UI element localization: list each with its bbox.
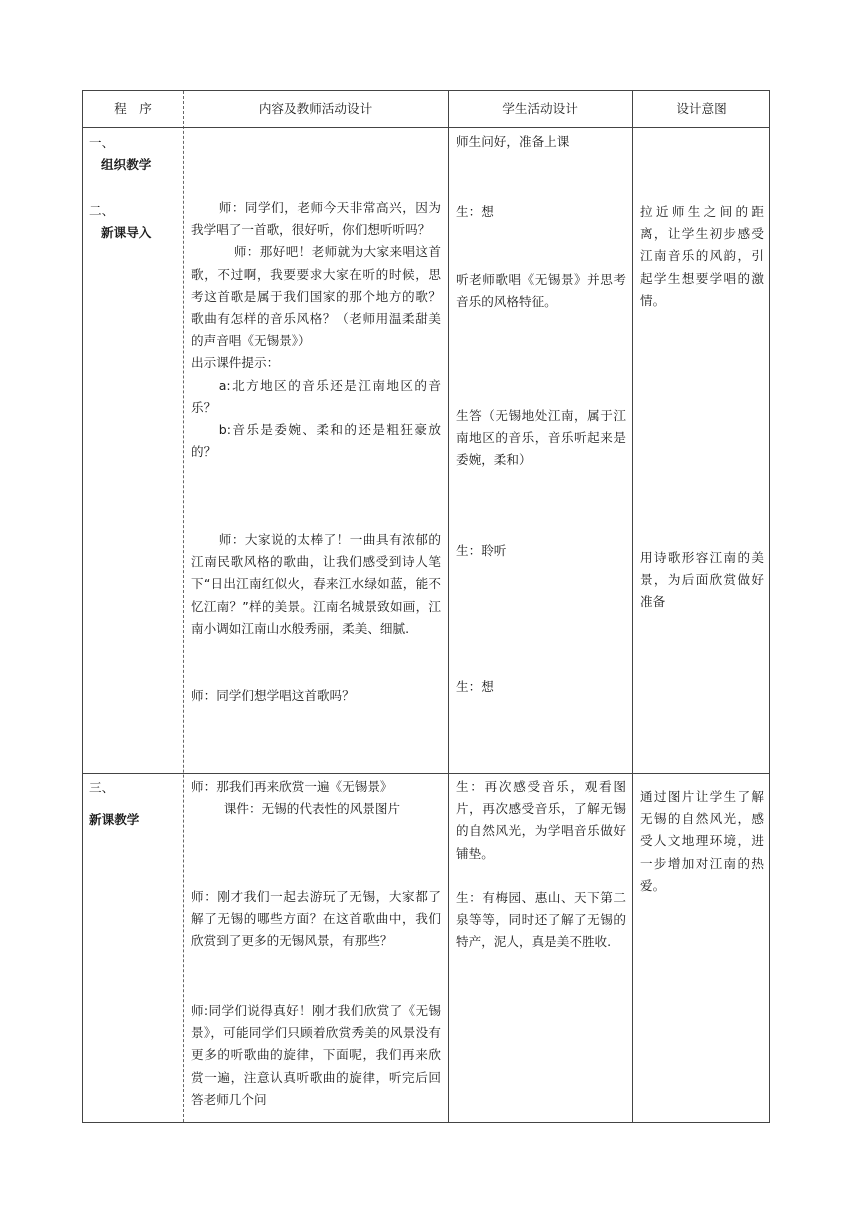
lesson-plan-table (82, 90, 770, 1123)
teacher-activity-question (191, 685, 441, 707)
column-divider-3 (632, 91, 633, 1122)
student-r2-feel (456, 776, 626, 865)
student-listen-song (456, 269, 626, 313)
column-divider-2 (448, 91, 449, 1122)
teacher-activity-review (191, 886, 441, 953)
teacher-r2-p2: 课件：无锡的代表性的风景图片 (223, 801, 401, 817)
student-s3: 听老师歌唱《无锡景》并思考音乐的风格特征。 (456, 272, 626, 310)
student-r2-s2: 生：有梅园、惠山、天下第二泉等等，同时还了解了无锡的特产，泥人，真是美不胜收. (456, 890, 626, 950)
student-s5: 生：聆听 (456, 543, 507, 558)
intent-2 (640, 547, 764, 614)
teacher-activity-melody (191, 1000, 441, 1111)
student-greeting (456, 131, 626, 153)
student-answer-2 (456, 405, 626, 472)
column-divider-1 (183, 91, 184, 1122)
row-divider (83, 773, 769, 774)
student-r2-answer (456, 887, 626, 954)
header-teacher-activity: 内容及教师活动设计 (258, 101, 373, 116)
teacher-p6: 师：大家说的太棒了！一曲具有浓郁的江南民歌风格的歌曲，让我们感受到诗人笔下“日出江南红似火，春来江水绿如蓝，能不忆江南？”样的美景。江南名城景致如画，江南小调如江南山水般秀丽，柔美、细腻. (191, 532, 441, 636)
step-2-name: 新课导入 (101, 225, 152, 241)
step-1-number: 一、 (89, 135, 115, 150)
intent-1 (640, 201, 764, 312)
header-procedure: 程 序 (114, 101, 152, 116)
intent-i2: 用诗歌形容江南的美景，为后面欣赏做好准备 (640, 550, 764, 610)
student-s1: 师生问好，准备上课 (456, 134, 570, 149)
intent-i1: 拉近师生之间的距离，让学生初步感受江南音乐的风韵，引起学生想要学唱的激情。 (640, 204, 764, 308)
step-2-number: 二、 (89, 203, 115, 218)
teacher-p7: 师：同学们想学唱这首歌吗？ (191, 688, 355, 703)
procedure-step-3 (89, 777, 181, 831)
teacher-r2-p4: 师:同学们说得真好！刚才我们欣赏了《无锡景》，可能同学们只顾着欣赏秀美的风景没有更多的听歌曲的旋律，下面呢，我们再来欣赏一遍，注意认真听歌曲的旋律，听完后回答老师几个问 (191, 1003, 441, 1107)
student-s6: 生：想 (456, 679, 494, 694)
intent-r2 (640, 786, 764, 897)
teacher-p5: b:音乐是委婉、柔和的还是粗狂豪放的？ (191, 422, 441, 460)
teacher-p1: 师：同学们，老师今天非常高兴，因为我学唱了一首歌，很好听，你们想听听吗？ (191, 200, 441, 238)
header-design-intent: 设计意图 (676, 101, 727, 116)
student-listen (456, 540, 626, 562)
teacher-p4: a:北方地区的音乐还是江南地区的音乐？ (191, 377, 441, 415)
student-r2-s1: 生：再次感受音乐，观看图片，再次感受音乐，了解无锡的自然风光，为学唱音乐做好铺垫。 (456, 779, 626, 861)
teacher-p2: 师：那好吧！老师就为大家来唱这首歌，不过啊，我要要求大家在听的时候，思考这首歌是属于我们国家的那个地方的歌？ 歌曲有怎样的音乐风格？（老师用温柔甜美的声音唱《无锡景》） (191, 244, 446, 349)
teacher-r2-p3: 师：刚才我们一起去游玩了无锡，大家都了解了无锡的哪些方面？在这首歌曲中，我们欣赏到了更多的无锡风景，有那些？ (191, 889, 441, 949)
step-1-name: 组织教学 (101, 157, 152, 173)
header-row-divider (83, 127, 769, 128)
teacher-activity-praise (191, 529, 441, 640)
step-3-number: 三、 (89, 780, 115, 795)
student-answer-1 (456, 201, 626, 223)
intent-r2-i1: 通过图片让学生了解无锡的自然风光，感受人文地理环境，进一步增加对江南的热爱。 (640, 789, 764, 893)
procedure-step-1 (89, 132, 181, 176)
teacher-p3: 出示课件提示： (191, 355, 280, 371)
student-s2: 生：想 (456, 204, 494, 219)
student-s4: 生答（无锡地处江南，属于江南地区的音乐，音乐听起来是委婉，柔和） (456, 408, 626, 468)
teacher-r2-p1: 师：那我们再来欣赏一遍《无锡景》 (191, 779, 393, 794)
header-student-activity: 学生活动设计 (502, 101, 578, 116)
student-answer-3 (456, 676, 626, 698)
procedure-step-2 (89, 200, 181, 244)
teacher-activity-appreciate (191, 776, 441, 820)
step-3-name: 新课教学 (89, 812, 140, 828)
teacher-activity-intro (191, 197, 446, 463)
